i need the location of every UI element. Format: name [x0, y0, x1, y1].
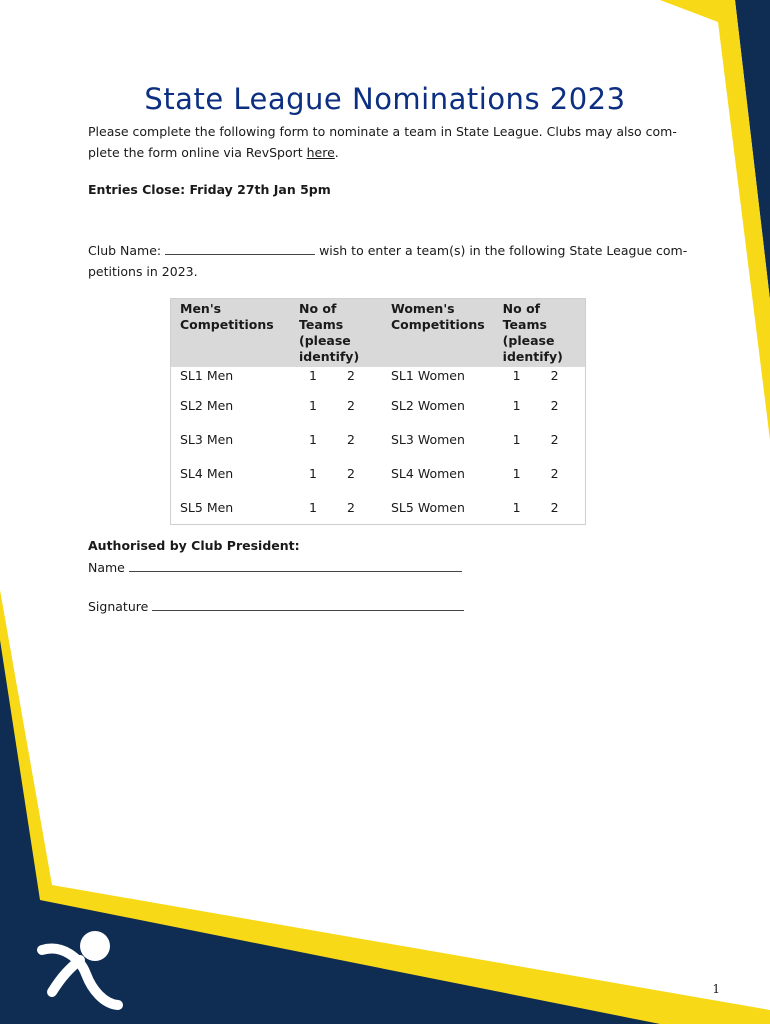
women-team-options: [494, 490, 586, 525]
table-row: [171, 367, 586, 388]
table-header-row: [171, 299, 586, 368]
header-mens-teams: No of Teams (please identify): [290, 299, 382, 368]
women-team-options: [494, 422, 586, 456]
men-team-options: [290, 367, 382, 388]
men-team-options: [290, 422, 382, 456]
men-option-1[interactable]: 1: [309, 499, 317, 515]
men-option-2[interactable]: 2: [347, 368, 355, 383]
club-line-1-text: wish to enter a team(s) in the following State League com-: [315, 243, 688, 258]
women-team-options: [494, 388, 586, 422]
president-name-field[interactable]: [129, 559, 462, 572]
women-option-2[interactable]: 2: [550, 397, 559, 413]
revsport-link[interactable]: here: [306, 145, 335, 160]
men-option-2[interactable]: 2: [347, 499, 355, 515]
women-competition: SL1 Women: [391, 368, 465, 383]
club-name-field[interactable]: [165, 242, 315, 255]
authorised-heading: Authorised by Club President:: [88, 538, 300, 553]
men-option-1[interactable]: 1: [309, 431, 317, 447]
men-option-1[interactable]: 1: [309, 465, 317, 481]
header-mens-competitions: Men's Competitions: [171, 299, 291, 368]
competitions-table: [170, 298, 586, 525]
men-option-2[interactable]: 2: [347, 431, 355, 447]
women-option-2[interactable]: 2: [550, 499, 559, 515]
intro-paragraph: [88, 121, 678, 163]
name-label: Name: [88, 560, 125, 575]
women-competition: SL4 Women: [391, 465, 465, 481]
women-team-options: [494, 367, 586, 388]
men-option-1[interactable]: 1: [309, 368, 317, 383]
header-womens-competitions: Women's Competitions: [382, 299, 494, 368]
table-row: [171, 388, 586, 422]
page-number: 1: [712, 982, 720, 996]
men-option-1[interactable]: 1: [309, 397, 317, 413]
signature-line: [88, 598, 464, 614]
president-name-line: [88, 559, 462, 575]
intro-line-1: Please complete the following form to nominate a team in State League. Clubs may also com-: [88, 124, 677, 139]
women-option-1[interactable]: 1: [512, 465, 521, 481]
intro-line-2-suffix: .: [334, 145, 339, 160]
women-option-1[interactable]: 1: [512, 499, 521, 515]
club-line-2: petitions in 2023.: [88, 264, 198, 279]
women-team-options: [494, 456, 586, 490]
men-competition: SL4 Men: [180, 465, 234, 481]
table-row: [171, 456, 586, 490]
men-competition: SL3 Men: [180, 431, 234, 447]
club-name-label: Club Name:: [88, 243, 162, 258]
entries-close: Entries Close: Friday 27th Jan 5pm: [88, 182, 331, 197]
page-title: State League Nominations 2023: [144, 82, 626, 116]
women-competition: SL3 Women: [391, 431, 465, 447]
men-team-options: [290, 456, 382, 490]
men-competition: SL5 Men: [180, 499, 234, 515]
men-option-2[interactable]: 2: [347, 465, 355, 481]
women-option-1[interactable]: 1: [512, 368, 521, 383]
club-line-1: [88, 240, 688, 261]
men-competition: SL2 Men: [180, 397, 234, 413]
header-womens-teams: No of Teams (please identify): [494, 299, 586, 368]
women-competition: SL5 Women: [391, 499, 465, 515]
women-option-2[interactable]: 2: [550, 368, 559, 383]
men-competition: SL1 Men: [180, 368, 234, 383]
men-team-options: [290, 388, 382, 422]
women-option-1[interactable]: 1: [512, 431, 521, 447]
bottom-navy-band: [0, 640, 660, 1024]
women-option-1[interactable]: 1: [512, 397, 521, 413]
signature-field[interactable]: [152, 598, 464, 611]
table-row: [171, 490, 586, 525]
women-option-2[interactable]: 2: [550, 431, 559, 447]
men-option-2[interactable]: 2: [347, 397, 355, 413]
women-competition: SL2 Women: [391, 397, 465, 413]
intro-line-2: [88, 142, 678, 163]
women-option-2[interactable]: 2: [550, 465, 559, 481]
intro-line-2-prefix: plete the form online via RevSport: [88, 145, 307, 160]
men-team-options: [290, 490, 382, 525]
club-name-section: [88, 240, 688, 282]
table-row: [171, 422, 586, 456]
signature-label: Signature: [88, 599, 149, 614]
